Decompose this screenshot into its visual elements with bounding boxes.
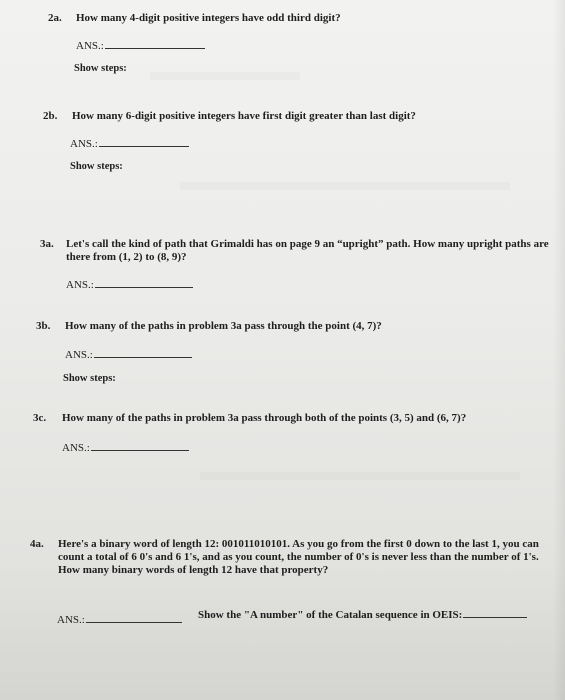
problem-2b-question: How many 6-digit positive integers have first digit greater than last digit? [72,110,416,122]
answer-blank[interactable] [105,38,205,49]
problem-3c-answer [62,440,189,454]
problem-3a-number: 3a. [40,238,54,250]
answer-label: ANS.: [65,349,93,361]
problem-3b-number: 3b. [36,320,51,332]
problem-2a-question: How many 4-digit positive integers have odd third digit? [76,12,341,24]
bleed-through-mark [150,72,300,80]
answer-blank[interactable] [94,347,192,358]
problem-2b-steps-label: Show steps: [70,161,123,172]
answer-blank[interactable] [99,136,189,147]
problem-2b-number: 2b. [43,110,58,122]
answer-label: ANS.: [66,279,94,291]
problem-3a-question: Let's call the kind of path that Grimaldi has on page 9 an “upright” path. How many upright paths are there from (1, 2) to (8, 9)? [66,238,549,263]
problem-4a-oeis [198,607,527,621]
problem-3a-answer [66,277,193,291]
problem-3b-steps-label: Show steps: [63,373,116,384]
answer-label: ANS.: [70,138,98,150]
oeis-blank[interactable] [463,607,527,618]
answer-label: ANS.: [57,614,85,626]
problem-3c-question: How many of the paths in problem 3a pass through both of the points (3, 5) and (6, 7)? [62,412,467,424]
answer-blank[interactable] [95,277,193,288]
problem-2a-steps-label: Show steps: [74,63,127,74]
problem-4a-answer [57,612,182,626]
answer-label: ANS.: [62,442,90,454]
problem-3b-question: How many of the paths in problem 3a pass through the point (4, 7)? [65,320,382,332]
answer-blank[interactable] [86,612,182,623]
problem-2a-number: 2a. [48,12,62,24]
problem-4a-number: 4a. [30,538,44,550]
answer-blank[interactable] [91,440,189,451]
problem-3b-answer [65,347,192,361]
bleed-through-mark [180,182,510,190]
answer-label: ANS.: [76,40,104,52]
problem-4a-question: Here's a binary word of length 12: 001011010101. As you go from the first 0 down to the last 1, you can count a total of 6 0's and 6 1's, and as you count, the number of 0's is never less than the number of 1's. How many binary words of length 12 have that property? [58,538,539,576]
bleed-through-mark [200,472,520,480]
problem-2b-answer [70,136,189,150]
problem-3c-number: 3c. [33,412,47,424]
oeis-label: Show the "A number" of the Catalan sequence in OEIS: [198,609,463,621]
problem-2a-answer [76,38,205,52]
